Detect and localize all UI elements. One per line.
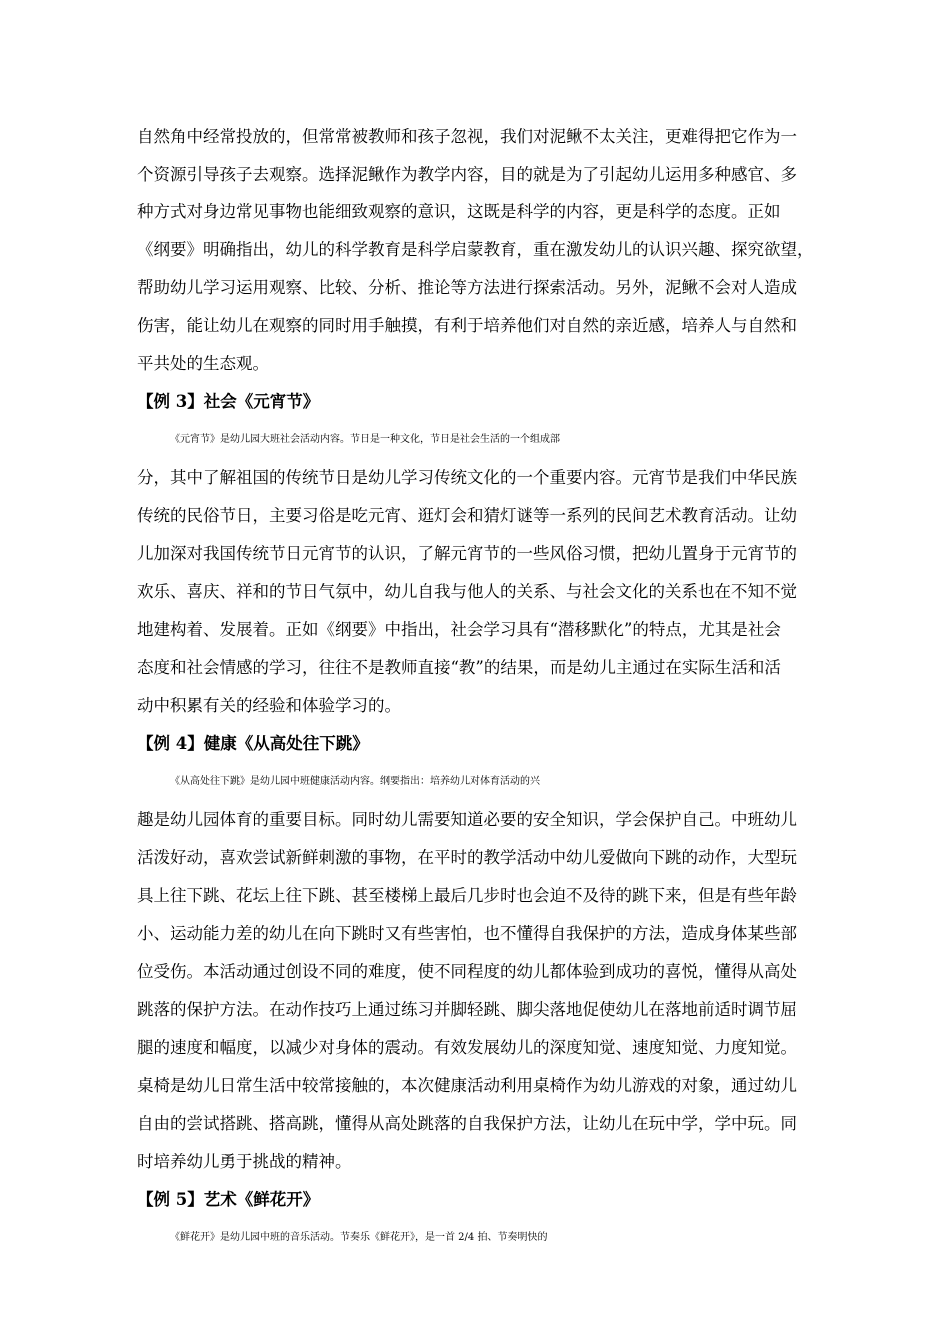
text-line: 时培养幼儿勇于挑战的精神。: [137, 1152, 352, 1171]
text-line: 《纲要》明确指出，幼儿的科学教育是科学启蒙教育，重在激发幼儿的认识兴趣、探究欲望，: [137, 240, 814, 259]
text-line: 具上往下跳、花坛上往下跳、甚至楼梯上最后几步时也会迫不及待的跳下来，但是有些年龄: [137, 886, 797, 905]
text-line: 个资源引导孩子去观察。选择泥鳅作为教学内容，目的就是为了引起幼儿运用多种感官、多: [137, 165, 797, 184]
text-line: 自由的尝试搭跳、搭高跳，懂得从高处跳落的自我保护方法，让幼儿在玩中学，学中玩。同: [137, 1114, 797, 1133]
text-line: 腿的速度和幅度，以减少对身体的震动。有效发展幼儿的深度知觉、速度知觉、力度知觉。: [137, 1038, 797, 1057]
text-line: 分，其中了解祖国的传统节日是幼儿学习传统文化的一个重要内容。元宵节是我们中华民族: [137, 468, 797, 487]
text-line: 帮助幼儿学习运用观察、比较、分析、推论等方法进行探索活动。另外，泥鳅不会对人造成: [137, 278, 797, 297]
text-line: 趣是幼儿园体育的重要目标。同时幼儿需要知道必要的安全知识，学会保护自己。中班幼儿: [137, 810, 797, 829]
text-line: 地建构着、发展着。正如《纲要》中指出，社会学习具有“潜移默化”的特点，尤其是社会: [137, 620, 781, 639]
text-line: 跳落的保护方法。在动作技巧上通过练习并脚轻跳、脚尖落地促使幼儿在落地前适时调节屈: [137, 1000, 797, 1019]
text-line: 种方式对身边常见事物也能细致观察的意识，这既是科学的内容，更是科学的态度。正如: [137, 202, 781, 221]
text-line: 《元宵节》是幼儿园大班社会活动内容。节日是一种文化，节日是社会生活的一个组成部: [170, 434, 560, 445]
text-line: 动中积累有关的经验和体验学习的。: [137, 696, 401, 715]
text-line: 态度和社会情感的学习，往往不是教师直接“教”的结果，而是幼儿主通过在实际生活和活: [137, 658, 781, 677]
section-heading-example-3: 【例 3】社会《元宵节》: [137, 392, 320, 411]
text-line: 位受伤。本活动通过创设不同的难度，使不同程度的幼儿都体验到成功的喜悦，懂得从高处: [137, 962, 797, 981]
text-line: 伤害，能让幼儿在观察的同时用手触摸，有利于培养他们对自然的亲近感，培养人与自然和: [137, 316, 797, 335]
section-heading-example-5: 【例 5】艺术《鲜花开》: [137, 1190, 320, 1209]
text-line: 小、运动能力差的幼儿在向下跳时又有些害怕，也不懂得自我保护的方法，造成身体某些部: [137, 924, 797, 943]
text-line: 平共处的生态观。: [137, 354, 269, 373]
section-heading-example-4: 【例 4】健康《从高处往下跳》: [137, 734, 369, 753]
text-line: 《鲜花开》是幼儿园中班的音乐活动。节奏乐《鲜花开》，是一首 2/4 拍、节奏明快的: [170, 1232, 548, 1243]
text-line: 桌椅是幼儿日常生活中较常接触的，本次健康活动利用桌椅作为幼儿游戏的对象，通过幼儿: [137, 1076, 797, 1095]
text-line: 活泼好动，喜欢尝试新鲜刺激的事物，在平时的教学活动中幼儿爱做向下跳的动作，大型玩: [137, 848, 797, 867]
text-line: 儿加深对我国传统节日元宵节的认识，了解元宵节的一些风俗习惯，把幼儿置身于元宵节的: [137, 544, 797, 563]
text-line: 《从高处往下跳》是幼儿园中班健康活动内容。纲要指出：培养幼儿对体育活动的兴: [170, 776, 540, 787]
text-line: 自然角中经常投放的，但常常被教师和孩子忽视，我们对泥鳅不太关注，更难得把它作为一: [137, 127, 797, 146]
text-line: 传统的民俗节日，主要习俗是吃元宵、逛灯会和猜灯谜等一系列的民间艺术教育活动。让幼: [137, 506, 797, 525]
text-line: 欢乐、喜庆、祥和的节日气氛中，幼儿自我与他人的关系、与社会文化的关系也在不知不觉: [137, 582, 797, 601]
